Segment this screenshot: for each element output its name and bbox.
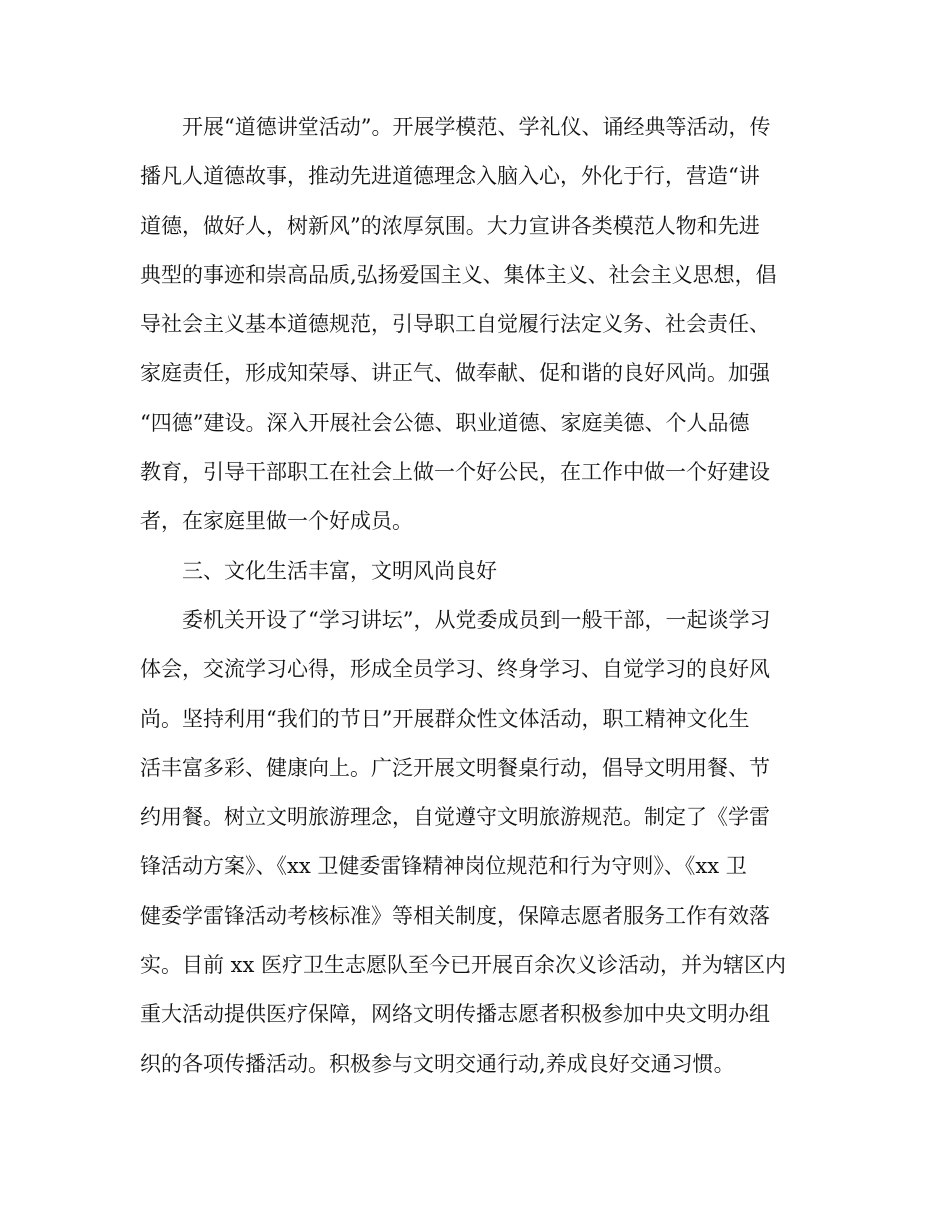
text-line: 典型的事迹和崇高品质,弘扬爱国主义、集体主义、社会主义思想，倡 <box>140 262 777 287</box>
text-line: 者，在家庭里做一个好成员。 <box>140 509 413 534</box>
text-line: 委机关开设了“学习讲坛”，从党委成员到一般干部，一起谈学习 <box>140 607 771 632</box>
text-line: 健委学雷锋活动考核标准》等相关制度，保障志愿者服务工作有效落 <box>140 903 770 928</box>
text-line: 锋活动方案》、《xx 卫健委雷锋精神岗位规范和行为守则》、《xx 卫 <box>140 854 747 879</box>
text-line: 教育，引导干部职工在社会上做一个好公民，在工作中做一个好建设 <box>140 460 770 485</box>
text-line: 体会，交流学习心得，形成全员学习、终身学习、自觉学习的良好风 <box>140 657 770 682</box>
text-line: 活丰富多彩、健康向上。广泛开展文明餐桌行动，倡导文明用餐、节 <box>140 755 770 780</box>
text-line: 尚。坚持利用“我们的节日”开展群众性文体活动，职工精神文化生 <box>140 706 750 731</box>
text-line: 织的各项传播活动。积极参与文明交通行动,养成良好交通习惯。 <box>140 1051 735 1076</box>
text-line: 导社会主义基本道德规范，引导职工自觉履行法定义务、社会责任、 <box>140 312 770 337</box>
text-line: 家庭责任，形成知荣辱、讲正气、做奉献、促和谐的良好风尚。加强 <box>140 361 770 386</box>
text-line: 播凡人道德故事，推动先进道德理念入脑入心，外化于行，营造“讲 <box>140 164 760 189</box>
text-line: 实。目前 xx 医疗卫生志愿队至今已开展百余次义诊活动，并为辖区内 <box>140 953 787 978</box>
text-line: 重大活动提供医疗保障，网络文明传播志愿者积极参加中央文明办组 <box>140 1002 770 1027</box>
text-line: 开展“道德讲堂活动”。开展学模范、学礼仪、诵经典等活动，传 <box>140 115 771 139</box>
text-line: “四德”建设。深入开展社会公德、职业道德、家庭美德、个人品德 <box>140 410 750 435</box>
section-heading: 三、文化生活丰富，文明风尚良好 <box>140 558 497 583</box>
document-body <box>140 103 806 1089</box>
text-line: 道德，做好人，树新风”的浓厚氛围。大力宣讲各类模范人物和先进 <box>140 213 760 238</box>
text-line: 约用餐。树立文明旅游理念，自觉遵守文明旅游规范。制定了《学雷 <box>140 805 770 830</box>
